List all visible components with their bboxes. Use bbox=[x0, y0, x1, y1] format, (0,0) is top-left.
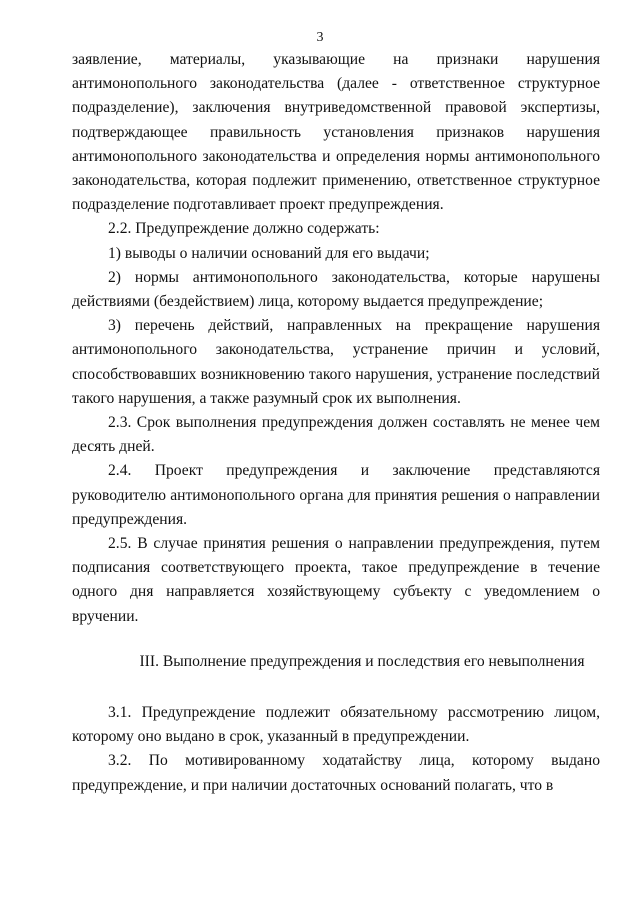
paragraph-2-5: 2.5. В случае принятия решения о направлении предупреждения, путем подписания соответствующего проекта, такое предупреждение в течение одного дня направляется хозяйствующему субъекту с уведомлением о вручении. bbox=[72, 535, 600, 625]
paragraph-continuation: заявление, материалы, указывающие на признаки нарушения антимонопольного законодательства (далее - ответственное структурное подразделение), заключения внутриведомственной правовой экспертизы, подтверждающее правильность установления признаков нарушения антимонопольного законодательства и определения нормы антимонопольного законодательства, которая подлежит применению, ответственное структурное подразделение подготавливает проект предупреждения. bbox=[72, 51, 600, 214]
section-heading: III. Выполнение предупреждения и последствия его невыполнения bbox=[139, 652, 585, 670]
document-body bbox=[72, 48, 600, 798]
page-number: 3 bbox=[316, 30, 324, 45]
list-item-3: 3) перечень действий, направленных на прекращение нарушения антимонопольного законодательства, устранение причин и условий, способствовавших возникновению такого нарушения, устранение последствий такого нарушения, а также разумный срок их выполнения. bbox=[72, 317, 600, 407]
paragraph-2-2: 2.2. Предупреждение должно содержать: bbox=[108, 220, 380, 238]
list-item-2: 2) нормы антимонопольного законодательства, которые нарушены действиями (бездействием) лица, которому выдается предупреждение; bbox=[72, 268, 600, 311]
paragraph-3-2: 3.2. По мотивированному ходатайству лица, которому выдано предупреждение, и при наличии достаточных оснований полагать, что в bbox=[72, 752, 600, 794]
paragraph-2-3: 2.3. Срок выполнения предупреждения должен составлять не менее чем десять дней. bbox=[72, 414, 600, 456]
list-item-1: 1) выводы о наличии оснований для его выдачи; bbox=[108, 244, 430, 262]
paragraph-2-4: 2.4. Проект предупреждения и заключение представляются руководителю антимонопольного органа для принятия решения о направлении предупреждения. bbox=[72, 462, 600, 528]
paragraph-3-1: 3.1. Предупреждение подлежит обязательному рассмотрению лицом, которому оно выдано в срок, указанный в предупреждении. bbox=[72, 704, 600, 746]
